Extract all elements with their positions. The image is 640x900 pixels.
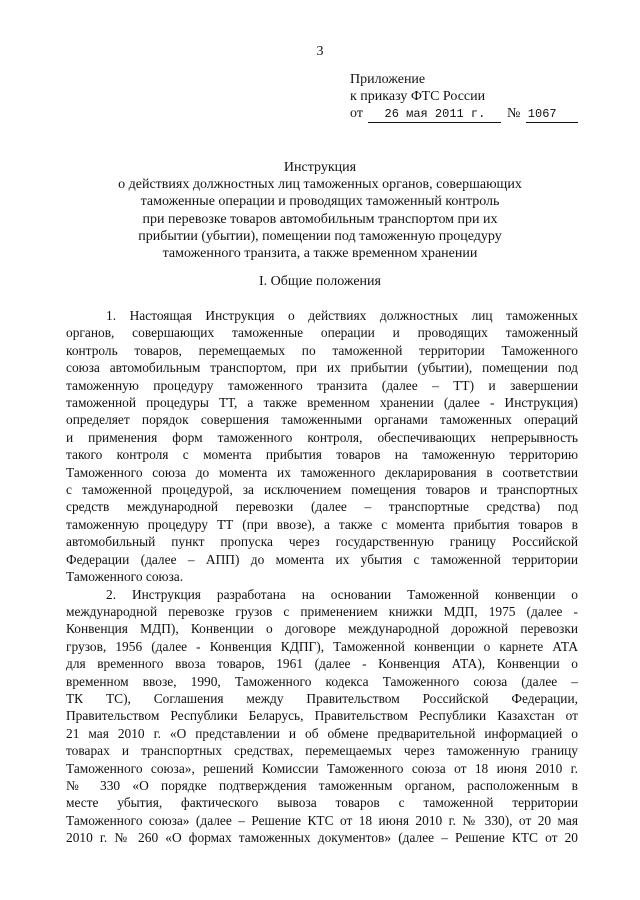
paragraph-2-line: Таможенного союза» (далее – Решение КТС от 18 июня 2010 г. № 330), от 20 мая	[66, 812, 578, 828]
paragraph-1-line: такого контроля с момента прибытия товаров на таможенную территорию	[66, 447, 578, 463]
paragraph-1-line: таможенную процедуру ТТ (при ввозе), а также с момента прибытия товаров в	[66, 516, 578, 532]
paragraph-2-line: 2010 г. № 260 «О формах таможенных документов» (далее – Решение КТС от 20	[66, 830, 578, 846]
paragraph-1-line: органов, совершающих таможенные операции и проводящих таможенный	[66, 325, 578, 341]
title-line: таможенного транзита, а также временном хранении	[162, 246, 478, 262]
body-text	[66, 307, 578, 847]
paragraph-2-line: международной перевозке грузов с применением книжки МДП, 1975 (далее -	[66, 603, 578, 619]
paragraph-1-line: средств международной перевозки (далее – транспортные средства) под	[66, 499, 578, 515]
paragraph-1-line: с таможенной процедурой, за исключением помещения товаров и транспортных	[66, 482, 578, 498]
appendix-date: 26 мая 2011 г.	[368, 107, 501, 123]
paragraph-2-line: товарах и транспортных средствах, перемещаемых через таможенную границу	[66, 743, 578, 759]
title-line: Инструкция	[283, 160, 357, 175]
paragraph-2-line: Правительством Республики Беларусь, Правительством Республики Казахстан от	[66, 708, 578, 724]
page-number: 3	[316, 44, 324, 59]
appendix-number: 1067	[526, 107, 578, 123]
document-title	[60, 159, 580, 262]
paragraph-2-line: ТК ТС), Соглашения между Правительством Российской Федерации,	[66, 690, 578, 706]
paragraph-2-line: грузов, 1956 (далее - Конвенция КДПГ), Таможенной конвенции о карнете АТА	[66, 638, 578, 654]
paragraph-1-line: контроль товаров, перемещаемых по таможенной территории Таможенного	[66, 342, 578, 358]
title-line: при перевозке товаров автомобильным транспортом при их	[142, 211, 498, 227]
paragraph-2-line: 2. Инструкция разработана на основании Таможенной конвенции о	[106, 586, 578, 602]
appendix-block	[350, 71, 578, 123]
section-heading: I. Общие положения	[259, 274, 381, 289]
paragraph-1-line: Таможенного союза.	[66, 569, 184, 585]
paragraph-1-line: таможенной процедуры ТТ, а также временном хранении (далее - Инструкция)	[66, 395, 578, 411]
appendix-title: Приложение	[350, 72, 426, 87]
appendix-date-number-line	[350, 105, 578, 123]
title-line: прибытии (убытии), помещении под таможенную процедуру	[138, 228, 502, 244]
title-line: о действиях должностных лиц таможенных органов, совершающих	[118, 177, 522, 193]
title-line: таможенные операции и проводящих таможенный контроль	[140, 194, 500, 210]
paragraph-1-line: союза автомобильным транспортом, при их прибытии (убытии), помещении под	[66, 360, 578, 376]
paragraph-2-line: 21 мая 2010 г. «О представлении и об обмене предварительной информацией о	[66, 725, 578, 741]
paragraph-1-line: автомобильный пункт пропуска через государственную границу Российской	[66, 534, 578, 550]
appendix-order-ref: к приказу ФТС России	[350, 89, 486, 104]
appendix-number-label: №	[506, 106, 521, 121]
paragraph-1-line: 1. Настоящая Инструкция о действиях должностных лиц таможенных	[106, 308, 578, 323]
paragraph-2-line: Конвенция МДП), Конвенции о договоре международной дорожной перевозки	[66, 621, 578, 637]
paragraph-1-line: определяет порядок совершения таможенными органами таможенных операций	[66, 412, 578, 428]
appendix-from-label: от	[350, 106, 363, 121]
paragraph-1-line: и применения форм таможенного контроля, обеспечивающих непрерывность	[66, 429, 578, 445]
paragraph-2-line: месте убытия, фактического вывоза товаров с таможенной территории	[66, 795, 578, 811]
paragraph-2-line: Таможенного союза», решений Комиссии Таможенного союза от 18 июня 2010 г.	[66, 760, 578, 776]
paragraph-2-line: № 330 «О порядке подтверждения таможенным органом, расположенным в	[66, 777, 578, 793]
paragraph-1-line: Таможенного союза до момента их таможенного декларирования в соответствии	[66, 464, 578, 480]
paragraph-1-line: таможенную процедуру таможенного транзита (далее – ТТ) и завершении	[66, 377, 578, 393]
paragraph-2-line: временном ввозе, 1990, Таможенного кодекса Таможенного союза (далее –	[66, 673, 578, 689]
paragraph-1-line: Федерации (далее – АПП) до момента их убытия с таможенной территории	[66, 551, 578, 567]
paragraph-2-line: для временного ввоза товаров, 1961 (далее - Конвенция АТА), Конвенции о	[66, 656, 578, 672]
